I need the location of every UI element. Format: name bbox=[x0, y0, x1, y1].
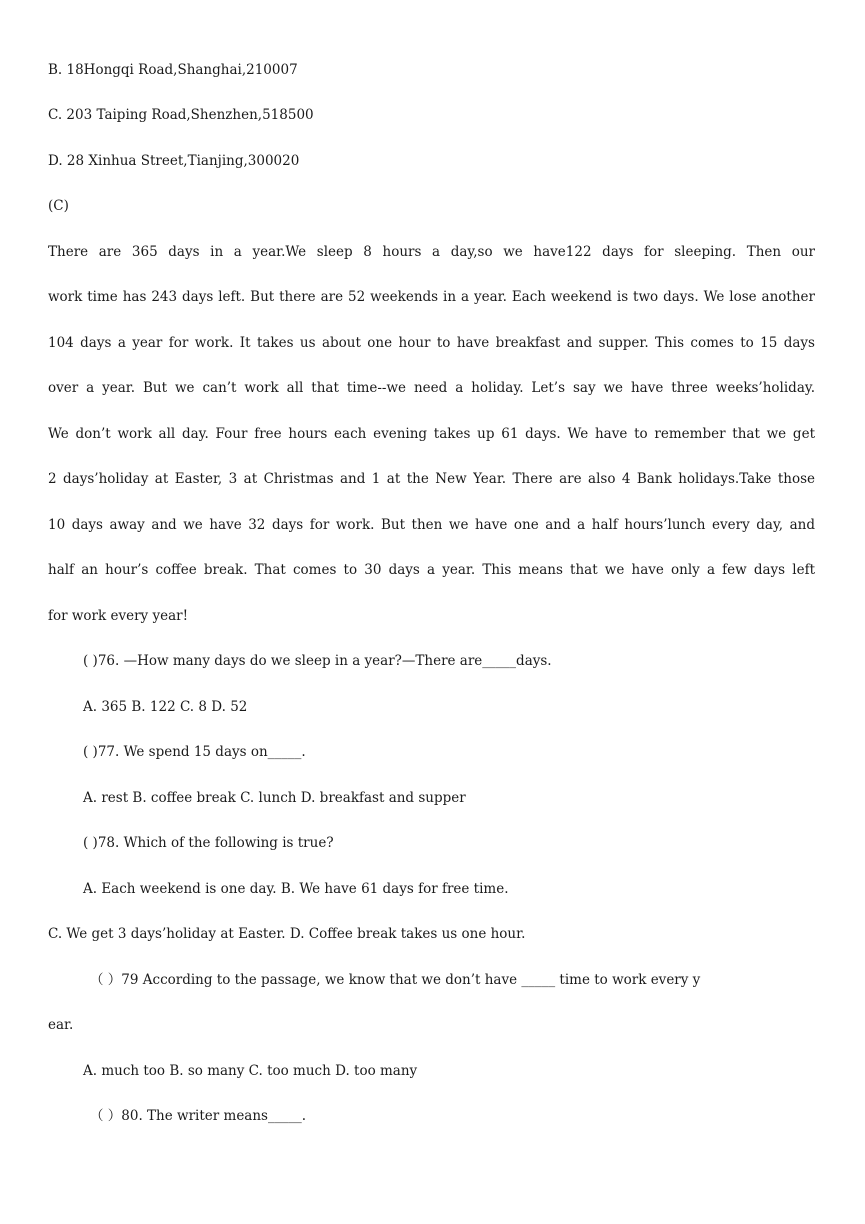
question-76: ( )76. —How many days do we sleep in a year?—There are_____days. bbox=[83, 653, 552, 669]
passage-line: half an hour’s coffee break. That comes to 30 days a year. This means that we have only a few days left bbox=[48, 562, 815, 578]
passage-line: We don’t work all day. Four free hours each evening takes up 61 days. We have to remember that we get bbox=[48, 426, 815, 442]
question-77-options: A. rest B. coffee break C. lunch D. breakfast and supper bbox=[83, 790, 466, 806]
option-c-address: C. 203 Taiping Road,Shenzhen,518500 bbox=[48, 107, 314, 123]
question-80: （ ）80. The writer means_____. bbox=[90, 1108, 307, 1124]
question-76-options: A. 365 B. 122 C. 8 D. 52 bbox=[83, 699, 248, 715]
passage-line: 10 days away and we have 32 days for work. But then we have one and a half hours’lunch every day, and bbox=[48, 517, 815, 533]
question-78: ( )78. Which of the following is true? bbox=[83, 835, 334, 851]
passage-line: 104 days a year for work. It takes us about one hour to have breakfast and supper. This comes to 15 days bbox=[48, 335, 815, 351]
question-78-options-cd: C. We get 3 days’holiday at Easter. D. Coffee break takes us one hour. bbox=[48, 926, 526, 942]
passage-line: 2 days’holiday at Easter, 3 at Christmas and 1 at the New Year. There are also 4 Bank holidays.Take those bbox=[48, 471, 815, 487]
question-79-options: A. much too B. so many C. too much D. too many bbox=[83, 1063, 418, 1079]
option-d-address: D. 28 Xinhua Street,Tianjing,300020 bbox=[48, 153, 300, 169]
option-b-address: B. 18Hongqi Road,Shanghai,210007 bbox=[48, 62, 298, 78]
question-79-continued: ear. bbox=[48, 1017, 74, 1033]
passage-line: There are 365 days in a year.We sleep 8 hours a day,so we have122 days for sleeping. Then our bbox=[48, 244, 815, 260]
question-79: （ ）79 According to the passage, we know that we don’t have _____ time to work every y bbox=[90, 972, 701, 988]
passage-line: over a year. But we can’t work all that time--we need a holiday. Let’s say we have three weeks’holiday. bbox=[48, 380, 815, 396]
section-label: (C) bbox=[48, 198, 69, 214]
question-78-options-ab: A. Each weekend is one day. B. We have 61 days for free time. bbox=[83, 881, 509, 897]
passage-line: work time has 243 days left. But there are 52 weekends in a year. Each weekend is two days. We lose another bbox=[48, 289, 815, 305]
passage-line: for work every year! bbox=[48, 608, 188, 624]
question-77: ( )77. We spend 15 days on_____. bbox=[83, 744, 306, 760]
